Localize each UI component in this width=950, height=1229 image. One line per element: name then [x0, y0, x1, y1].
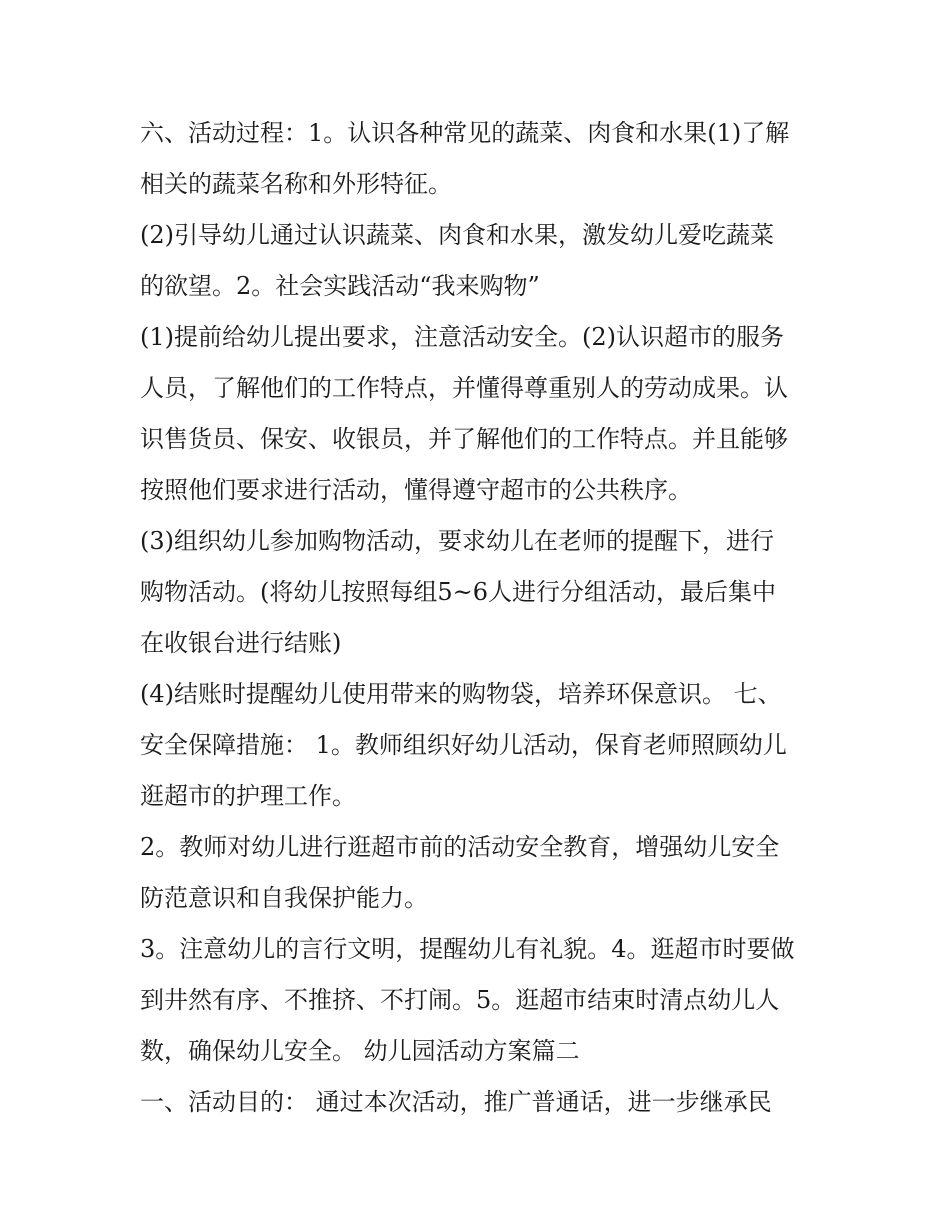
text-line: (3)组织幼儿参加购物活动，要求幼儿在老师的提醒下，进行 [140, 527, 774, 555]
text-line: 购物活动。(将幼儿按照每组5~6人进行分组活动，最后集中 [140, 578, 777, 606]
text-line: (4)结账时提醒幼儿使用带来的购物袋，培养环保意识。 七、 [140, 680, 782, 708]
text-line: (1)提前给幼儿提出要求，注意活动安全。(2)认识超市的服务 [140, 323, 784, 351]
text-line: 数，确保幼儿安全。 幼儿园活动方案篇二 [140, 1037, 580, 1065]
text-line: 逛超市的护理工作。 [140, 782, 356, 810]
text-line: 一、活动目的： 通过本次活动，推广普通话，进一步继承民 [140, 1088, 772, 1116]
text-line: 在收银台进行结账) [140, 629, 342, 657]
text-line: (2)引导幼儿通过认识蔬菜、肉食和水果，激发幼儿爱吃蔬菜 [140, 221, 774, 249]
text-line: 3。注意幼儿的言行文明，提醒幼儿有礼貌。4。逛超市时要做 [140, 935, 795, 963]
text-line: 人员，了解他们的工作特点，并懂得尊重别人的劳动成果。认 [140, 374, 788, 402]
text-line: 相关的蔬菜名称和外形特征。 [140, 170, 452, 198]
text-line: 到井然有序、不推挤、不打闹。5。逛超市结束时清点幼儿人 [140, 986, 780, 1014]
text-line: 按照他们要求进行活动，懂得遵守超市的公共秩序。 [140, 476, 692, 504]
text-line: 安全保障措施： 1。教师组织好幼儿活动，保育老师照顾幼儿 [140, 731, 787, 759]
text-line: 识售货员、保安、收银员，并了解他们的工作特点。并且能够 [140, 425, 788, 453]
text-line: 2。教师对幼儿进行逛超市前的活动安全教育，增强幼儿安全 [140, 833, 780, 861]
text-line: 的欲望。2。社会实践活动“我来购物” [140, 272, 540, 300]
text-line: 六、活动过程：1。认识各种常见的蔬菜、肉食和水果(1)了解 [140, 119, 790, 147]
body-text [140, 108, 820, 1128]
text-line: 防范意识和自我保护能力。 [140, 884, 428, 912]
